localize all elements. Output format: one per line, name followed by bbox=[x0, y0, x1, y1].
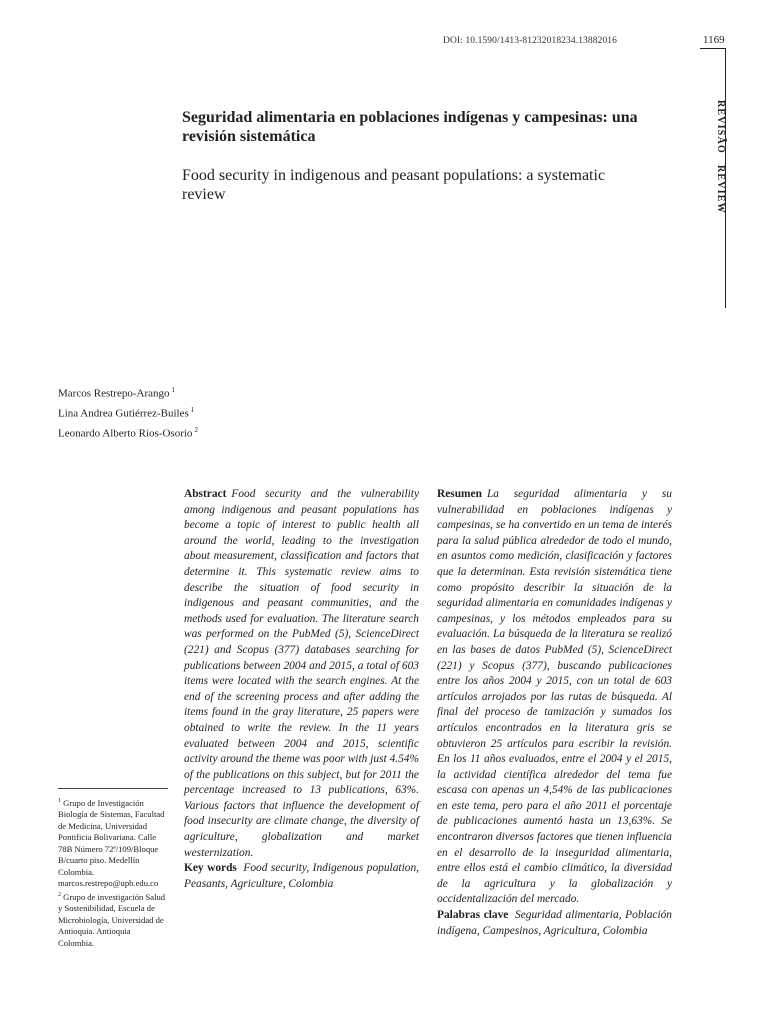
keywords-text: Food security, Indigenous population, Peasants, Agriculture, Colombia bbox=[184, 862, 419, 890]
author: Leonardo Alberto Ríos-Osorio $^2$ bbox=[58, 426, 198, 440]
page-number: 1169 bbox=[703, 34, 725, 46]
resumen-body bbox=[437, 487, 672, 908]
author-list bbox=[58, 382, 198, 442]
header-rule bbox=[700, 48, 726, 49]
abstract-body bbox=[184, 487, 419, 861]
resumen-heading: Resumen bbox=[437, 488, 482, 500]
palabras-clave-label: Palabras clave bbox=[437, 909, 509, 922]
section-label-pt: REVISÃO bbox=[715, 100, 726, 154]
author: Lina Andrea Gutiérrez-Builes $^1$ bbox=[58, 406, 195, 420]
section-label-en: REVIEW bbox=[715, 164, 726, 214]
title-english: Food security in indigenous and peasant populations: a systematic review bbox=[182, 167, 606, 203]
affiliation-note: $^2$ Grupo de investigación Salud y Sostenibilidad, Escuela de Microbiología, Universidad de Antioquia. Antioquia Colombia. bbox=[58, 891, 166, 948]
abstract-text: Food security and the vulnerability among indigenous and peasant populations has become a topic of interest to public health all around the world, leading to the investigation about measurement, classification and factors that determine it. This systematic review aims to describe the situation of food security in indigenous and peasant communities, and the methods used for evaluation. The literature search was performed on the PubMed (5), ScienceDirect (221) and Scopus (377) databases searching for publications between 2004 and 2015, a total of 603 items were located with the search engines. At the end of the screening process and after adding the items found in the gray literature, 25 papers were obtained to write the review. In the 11 years evaluated between 2004 and 2015, scientific activity around the theme was poor with just 4.54% of the publications on this subject, but for 2011 the percentage increased to 13 publications, 63%. Various factors that influence the development of food insecurity are climate change, the diversity of agriculture, globalization and market westernization. bbox=[184, 488, 419, 859]
title-spanish: Seguridad alimentaria en poblaciones indígenas y campesinas: una revisión sistemática bbox=[182, 109, 638, 145]
author: Marcos Restrepo-Arango $^1$ bbox=[58, 386, 175, 400]
abstract-heading: Abstract bbox=[184, 488, 227, 500]
affiliation-note: $^1$ Grupo de Investigación Biología de Sistemas, Facultad de Medicina, Universidad Pontificia Bolivariana. Calle 78B Número 72ª/109/Bloque B/cuarto piso. Medellín Colombia. marcos.restrepo@upb.edu.co bbox=[58, 797, 165, 889]
resumen-text: La seguridad alimentaria y su vulnerabilidad en poblaciones indígenas y campesinas, se ha convertido en un tema de interés para la salud pública alrededor de todo el mundo, en asuntos como medición, clasificación y factores que la determinan. Esta revisión sistemática tiene como propósito describir la situación de la seguridad alimentaria en comunidades indígenas y campesinas, y los métodos empleados para su evaluación. La búsqueda de la literatura se realizó en las bases de datos PubMed (5), ScienceDirect (221) y Scopus (377), buscando publicaciones entre los años 2004 y 2015, con un total de 603 artículos arrojados por las rutas de búsqueda. Al final del proceso de tamización y sumados los artículos encontrados en la literatura gris se obtuvieron 25 artículos para escribir la revisión. En los 11 años evaluados, entre el 2004 y el 2015, la actividad científica alrededor del tema fue escasa con apenas un 4,54% de las publicaciones en este tema, pero para el año 2011 el porcentaje de publicaciones aumentó hasta un 13,63%. Se encontraron diversos factores que tienen influencia en el desarrollo de la inseguridad alimentaria, entre ellos está el cambio climático, la diversidad de la agricultura y la globalización y occidentalización del mercado. bbox=[437, 488, 672, 906]
section-label bbox=[712, 100, 726, 230]
footnote-rule bbox=[58, 788, 168, 789]
palabras-clave-text: Seguridad alimentaria, Población indígena, Campesinos, Agricultura, Colombia bbox=[437, 909, 672, 937]
doi-line: DOI: 10.1590/1413-81232018234.13882016 bbox=[443, 36, 618, 46]
keywords-label: Key words bbox=[184, 862, 237, 875]
abstract-column bbox=[184, 487, 419, 892]
keywords bbox=[184, 861, 419, 892]
resumen-column bbox=[437, 487, 672, 939]
affiliations bbox=[58, 796, 168, 949]
palabras-clave bbox=[437, 908, 672, 939]
